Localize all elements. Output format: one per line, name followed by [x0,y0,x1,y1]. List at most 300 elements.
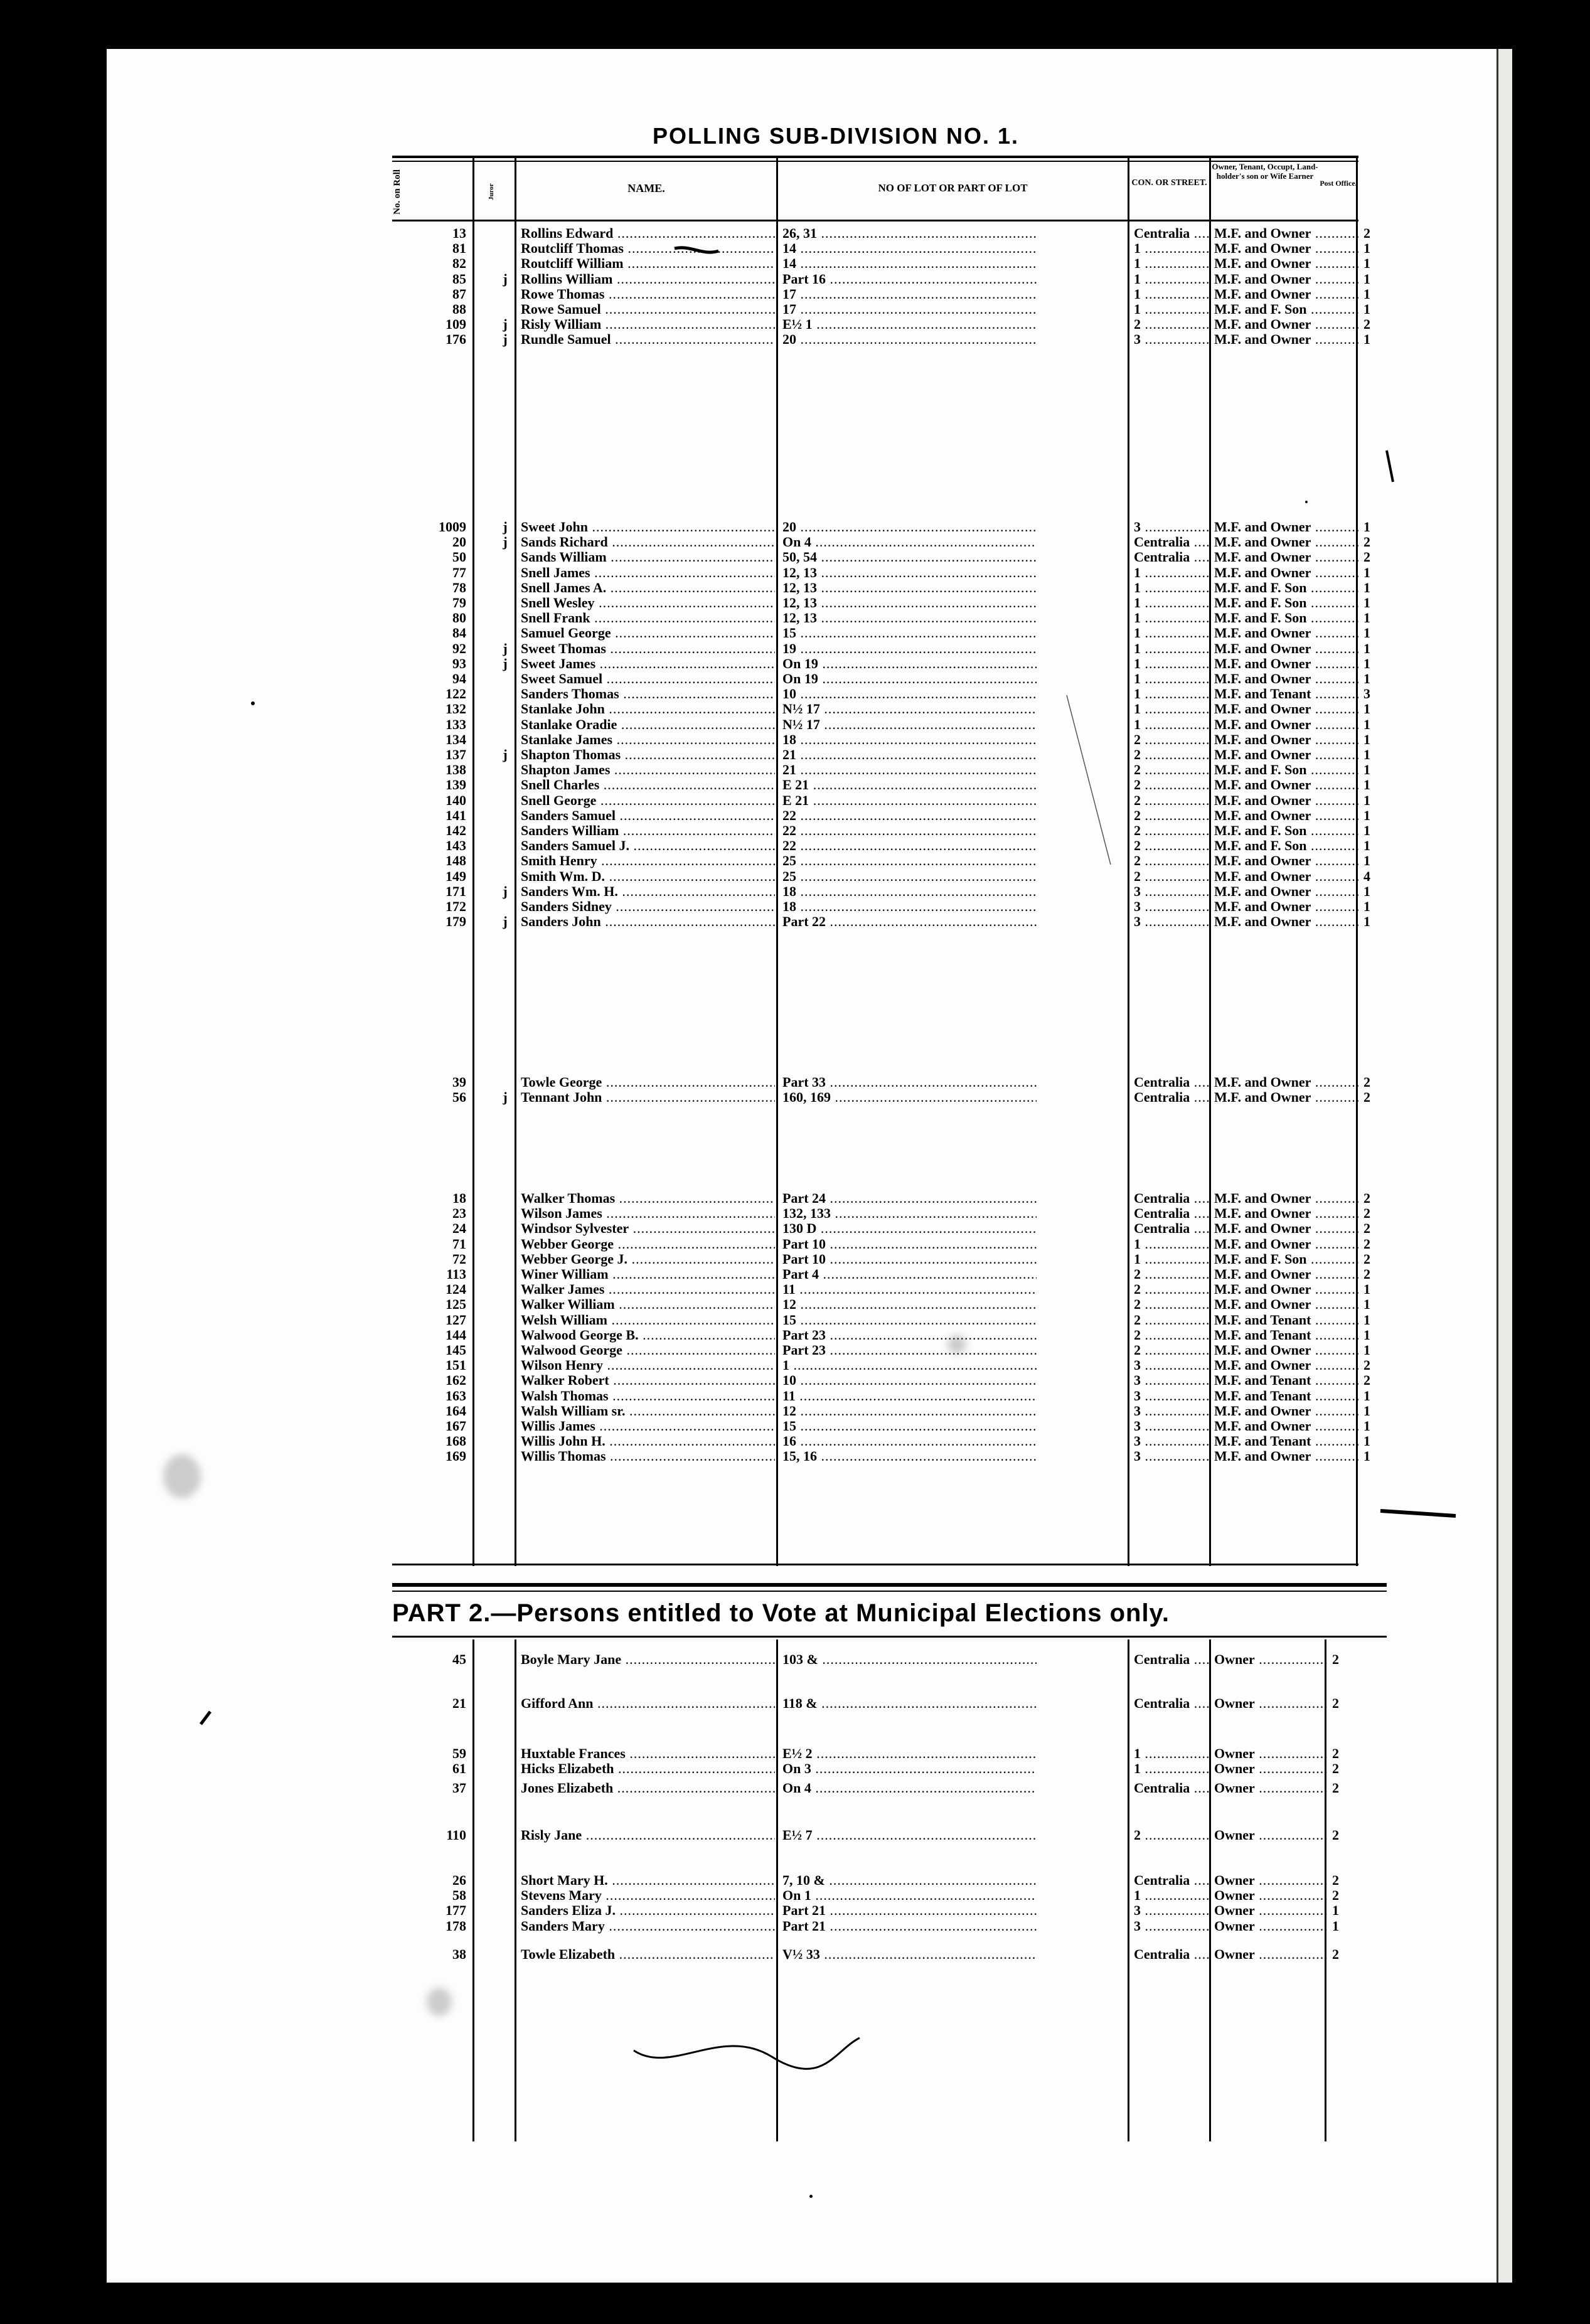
post-office: 1 [1363,898,1370,914]
voter-name: Rowe Thomas ..... [521,287,775,302]
post-office: 1 [1363,792,1370,808]
voter-name: Sweet Thomas ..... [521,641,775,656]
qualification: M.F. and Owner ..... [1214,701,1358,717]
roll-number: 26 [452,1872,466,1888]
concession: 1 ..... [1134,686,1209,701]
concession: 1 ..... [1134,671,1209,686]
post-office: 1 [1332,1917,1339,1934]
lot-number: 25 ..... [782,853,1037,868]
voter-name: Walsh William sr. ..... [521,1404,775,1419]
lot-number: 20 ..... [782,520,1037,535]
voter-name: Walker James ..... [521,1282,775,1297]
qualification: Owner ..... [1214,1652,1327,1667]
concession: 1 ..... [1134,580,1209,595]
crease-line [1067,695,1111,865]
qualification: M.F. and Owner ..... [1214,332,1358,347]
roll-number: 87 [452,285,466,302]
concession: 2 ..... [1134,838,1209,853]
roll-number: 80 [452,610,466,626]
concession: 3 ..... [1134,914,1209,929]
roll-number: 162 [446,1372,466,1389]
concession: 2 ..... [1134,1282,1209,1297]
voter-name: Sanders Wm. H. ..... [521,884,775,899]
voter-name: Webber George ..... [521,1237,775,1252]
roll-number: 179 [446,914,466,930]
roll-number: 125 [446,1296,466,1313]
roll-number: 171 [446,883,466,899]
roll-number: 18 [452,1190,466,1206]
post-office: 1 [1332,1902,1339,1919]
post-office: 1 [1363,716,1370,732]
voter-name: Wilson Henry ..... [521,1358,775,1373]
part2-heading: PART 2.—Persons entitled to Vote at Municipal Elections only. [392,1599,1170,1627]
voter-name: Short Mary H. ..... [521,1873,775,1888]
pen-tick-right [1387,450,1393,482]
voter-name: Risly William ..... [521,317,775,332]
roll-number: 144 [446,1326,466,1343]
lot-number: N½ 17 ..... [782,717,1037,732]
post-office: 1 [1363,1296,1370,1313]
roll-number: 85 [452,270,466,287]
roll-number: 21 [452,1695,466,1711]
post-office: 1 [1363,655,1370,671]
roll-number: 50 [452,549,466,565]
concession: Centralia ..... [1134,535,1209,550]
roll-number: 149 [446,868,466,884]
voter-name: Routcliff William ..... [521,256,775,271]
qualification: M.F. and Owner ..... [1214,241,1358,256]
concession: 2 ..... [1134,777,1209,792]
qualification: M.F. and Owner ..... [1214,1267,1358,1282]
smudge [163,1454,201,1498]
lot-number: N½ 17 ..... [782,701,1037,717]
voter-name: Snell George ..... [521,793,775,808]
post-office: 1 [1363,285,1370,302]
lot-number: 1 ..... [782,1358,1037,1373]
concession: 1 ..... [1134,1761,1209,1776]
qualification: M.F. and Owner ..... [1214,1419,1358,1434]
voter-name: Webber George J. ..... [521,1252,775,1267]
post-office: 2 [1363,1266,1370,1282]
lot-number: 18 ..... [782,732,1037,747]
roll-number: 133 [446,716,466,732]
concession: 2 ..... [1134,1343,1209,1358]
voter-name: Rollins William ..... [521,272,775,287]
concession: 3 ..... [1134,1419,1209,1434]
juror-mark: j [503,914,508,930]
post-office: 1 [1363,1311,1370,1328]
concession: Centralia ..... [1134,1947,1209,1962]
qualification: M.F. and F. Son ..... [1214,823,1358,838]
concession: 1 ..... [1134,241,1209,256]
concession: Centralia ..... [1134,1873,1209,1888]
juror-mark: j [503,270,508,287]
qualification: M.F. and Owner ..... [1214,656,1358,671]
concession: Centralia ..... [1134,1075,1209,1090]
pen-mark-left [201,1712,210,1724]
roll-number: 78 [452,579,466,595]
voter-name: Welsh William ..... [521,1313,775,1328]
concession: 3 ..... [1134,1389,1209,1404]
roll-number: 164 [446,1402,466,1419]
concession: 2 ..... [1134,1828,1209,1843]
roll-number: 88 [452,301,466,317]
lot-number: 17 ..... [782,302,1037,317]
post-office: 4 [1363,868,1370,884]
post-office: 1 [1363,240,1370,257]
lot-number: 50, 54 ..... [782,550,1037,565]
lot-number: On 19 ..... [782,656,1037,671]
lot-number: 103 & ..... [782,1652,1037,1667]
qualification: M.F. and F. Son ..... [1214,610,1358,626]
post-office: 1 [1363,255,1370,272]
qualification: M.F. and Owner ..... [1214,565,1358,580]
concession: 2 ..... [1134,762,1209,777]
concession: 2 ..... [1134,1328,1209,1343]
voter-name: Walsh Thomas ..... [521,1389,775,1404]
lot-number: 132, 133 ..... [782,1206,1037,1221]
qualification: M.F. and F. Son ..... [1214,838,1358,853]
roll-number: 84 [452,625,466,641]
post-office: 2 [1332,1887,1339,1904]
roll-number: 82 [452,255,466,272]
post-office: 2 [1363,1220,1370,1237]
smudge [947,1335,966,1354]
concession: 1 ..... [1134,565,1209,580]
qualification: M.F. and Owner ..... [1214,520,1358,535]
post-office: 2 [1332,1746,1339,1761]
voter-name: Towle George ..... [521,1075,775,1090]
concession: 1 ..... [1134,302,1209,317]
concession: Centralia ..... [1134,1221,1209,1236]
lot-number: 7, 10 & ..... [782,1873,1037,1888]
scanned-voters-list-page [107,49,1512,2283]
post-office: 1 [1363,1433,1370,1449]
juror-mark: j [503,747,508,762]
voter-name: Smith Henry ..... [521,853,775,868]
concession: 2 ..... [1134,747,1209,762]
voter-name: Stanlake James ..... [521,732,775,747]
voter-name: Smith Wm. D. ..... [521,869,775,884]
voter-name: Sanders William ..... [521,823,775,838]
qualification: Owner ..... [1214,1873,1327,1888]
lot-number: 12 ..... [782,1297,1037,1312]
qualification: M.F. and Owner ..... [1214,717,1358,732]
lot-number: Part 24 ..... [782,1191,1037,1206]
voter-name: Willis Thomas ..... [521,1449,775,1464]
voter-name: Sweet Samuel ..... [521,671,775,686]
concession: 1 ..... [1134,656,1209,671]
voter-name: Walker William ..... [521,1297,775,1312]
qualification: M.F. and Owner ..... [1214,747,1358,762]
lot-number: 12, 13 ..... [782,580,1037,595]
lot-number: 11 ..... [782,1389,1037,1404]
roll-number: 177 [446,1902,466,1919]
qualification: M.F. and Tenant ..... [1214,686,1358,701]
qualification: M.F. and Tenant ..... [1214,1373,1358,1388]
voter-name: Snell Charles ..... [521,777,775,792]
post-office: 1 [1363,610,1370,626]
concession: 1 ..... [1134,626,1209,641]
concession: 2 ..... [1134,1313,1209,1328]
juror-mark: j [503,331,508,348]
qualification: M.F. and F. Son ..... [1214,1252,1358,1267]
voter-name: Jones Elizabeth ..... [521,1781,775,1796]
voter-name: Stanlake John ..... [521,701,775,717]
concession: 3 ..... [1134,1404,1209,1419]
lot-number: 18 ..... [782,899,1037,914]
qualification: M.F. and Owner ..... [1214,777,1358,792]
qualification: M.F. and Owner ..... [1214,1343,1358,1358]
pen-stroke [634,2038,860,2069]
qualification: M.F. and Owner ..... [1214,626,1358,641]
post-office: 3 [1363,686,1370,702]
voter-name: Huxtable Frances ..... [521,1746,775,1761]
qualification: Owner ..... [1214,1888,1327,1903]
concession: 1 ..... [1134,1746,1209,1761]
header-name: NAME. [627,182,665,195]
roll-number: 93 [452,655,466,671]
voter-name: Shapton Thomas ..... [521,747,775,762]
header-post-office: Post Office. [1320,179,1357,188]
voter-name: Sanders Samuel ..... [521,808,775,823]
lot-number: 12, 13 ..... [782,565,1037,580]
roll-number: 178 [446,1917,466,1934]
pen-stroke-2 [675,248,718,252]
post-office: 2 [1332,1872,1339,1888]
post-office: 1 [1363,1387,1370,1404]
qualification: M.F. and Owner ..... [1214,550,1358,565]
voter-name: Rundle Samuel ..... [521,332,775,347]
roll-number: 113 [446,1266,466,1282]
lot-number: 20 ..... [782,332,1037,347]
qualification: Owner ..... [1214,1761,1327,1776]
qualification: M.F. and Owner ..... [1214,808,1358,823]
voter-name: Rollins Edward ..... [521,226,775,241]
qualification: M.F. and Owner ..... [1214,671,1358,686]
roll-number: 140 [446,792,466,808]
qualification: M.F. and Owner ..... [1214,793,1358,808]
roll-number: 94 [452,671,466,686]
lot-number: Part 21 ..... [782,1919,1037,1934]
post-office: 1 [1363,747,1370,762]
concession: 2 ..... [1134,808,1209,823]
concession: 3 ..... [1134,884,1209,899]
qualification: M.F. and Tenant ..... [1214,1434,1358,1449]
voter-name: Willis James ..... [521,1419,775,1434]
roll-number: 122 [446,686,466,702]
lot-number: 21 ..... [782,762,1037,777]
post-office: 1 [1363,640,1370,656]
lot-number: 15 ..... [782,1313,1037,1328]
qualification: Owner ..... [1214,1746,1327,1761]
juror-mark: j [503,883,508,899]
lot-number: E½ 7 ..... [782,1828,1037,1843]
roll-number: 13 [452,225,466,241]
concession: Centralia ..... [1134,1781,1209,1796]
roll-number: 139 [446,777,466,793]
qualification: M.F. and F. Son ..... [1214,302,1358,317]
concession: 1 ..... [1134,641,1209,656]
post-office: 2 [1363,1250,1370,1267]
qualification: M.F. and F. Son ..... [1214,595,1358,610]
qualification: M.F. and Owner ..... [1214,641,1358,656]
concession: 2 ..... [1134,869,1209,884]
post-office: 2 [1332,1761,1339,1777]
lot-number: E 21 ..... [782,777,1037,792]
roll-number: 137 [446,747,466,762]
concession: 2 ..... [1134,1267,1209,1282]
qualification: M.F. and Owner ..... [1214,899,1358,914]
voter-name: Sanders John ..... [521,914,775,929]
concession: 1 ..... [1134,1237,1209,1252]
lot-number: 15, 16 ..... [782,1449,1037,1464]
voter-name: Shapton James ..... [521,762,775,777]
lot-number: 10 ..... [782,686,1037,701]
juror-mark: j [503,1089,508,1106]
concession: Centralia ..... [1134,1696,1209,1711]
header-mark: Juror [488,183,495,201]
qualification: M.F. and Owner ..... [1214,287,1358,302]
header-no-roll: No. on Roll [392,169,402,215]
post-office: 1 [1363,625,1370,641]
concession: 1 ..... [1134,272,1209,287]
juror-mark: j [503,519,508,535]
qualification: M.F. and Owner ..... [1214,1075,1358,1090]
post-office: 1 [1363,1281,1370,1298]
lot-number: On 1 ..... [782,1888,1037,1903]
post-office: 2 [1363,316,1370,333]
concession: Centralia ..... [1134,226,1209,241]
speck [1305,501,1308,503]
voter-name: Gifford Ann ..... [521,1696,775,1711]
post-office: 2 [1363,1235,1370,1252]
roll-number: 142 [446,823,466,838]
roll-number: 132 [446,701,466,717]
roll-number: 127 [446,1311,466,1328]
roll-number: 169 [446,1448,466,1464]
voter-name: Sanders Sidney ..... [521,899,775,914]
concession: 1 ..... [1134,610,1209,626]
juror-mark: j [503,534,508,550]
voter-name: Snell James ..... [521,565,775,580]
post-office: 1 [1363,671,1370,686]
speck [809,2195,813,2198]
qualification: M.F. and F. Son ..... [1214,762,1358,777]
concession: Centralia ..... [1134,1090,1209,1105]
lot-number: On 4 ..... [782,535,1037,550]
roll-number: 79 [452,595,466,610]
roll-number: 167 [446,1418,466,1434]
lot-number: 11 ..... [782,1282,1037,1297]
lot-number: Part 23 ..... [782,1343,1037,1358]
concession: 1 ..... [1134,701,1209,717]
roll-number: 24 [452,1220,466,1237]
roll-number: 172 [446,898,466,914]
header-lot: NO OF LOT OR PART OF LOT [878,182,1028,194]
roll-number: 56 [452,1089,466,1106]
qualification: M.F. and Owner ..... [1214,256,1358,271]
roll-number: 176 [446,331,466,348]
scan-artifacts [107,49,1512,2283]
voter-name: Snell Wesley ..... [521,595,775,610]
concession: 3 ..... [1134,1919,1209,1934]
lot-number: E½ 1 ..... [782,317,1037,332]
lot-number: Part 33 ..... [782,1075,1037,1090]
roll-number: 92 [452,640,466,656]
qualification: Owner ..... [1214,1828,1327,1843]
concession: 1 ..... [1134,287,1209,302]
voter-name: Winer William ..... [521,1267,775,1282]
lot-number: 118 & ..... [782,1696,1037,1711]
lot-number: Part 16 ..... [782,272,1037,287]
qualification: Owner ..... [1214,1781,1327,1796]
concession: 3 ..... [1134,899,1209,914]
voter-name: Snell James A. ..... [521,580,775,595]
qualification: M.F. and Owner ..... [1214,884,1358,899]
lot-number: 19 ..... [782,641,1037,656]
post-office: 1 [1363,762,1370,778]
qualification: M.F. and Owner ..... [1214,1297,1358,1312]
roll-number: 148 [446,853,466,869]
lot-number: 22 ..... [782,838,1037,853]
voter-name: Sweet John ..... [521,520,775,535]
post-office: 2 [1332,1651,1339,1667]
concession: 3 ..... [1134,1358,1209,1373]
qualification: M.F. and Owner ..... [1214,1237,1358,1252]
voter-name: Sanders Samuel J. ..... [521,838,775,853]
lot-number: 17 ..... [782,287,1037,302]
roll-number: 168 [446,1433,466,1449]
lot-number: 12, 13 ..... [782,595,1037,610]
qualification: M.F. and Owner ..... [1214,1358,1358,1373]
post-office: 2 [1363,534,1370,550]
voter-name: Walwood George ..... [521,1343,775,1358]
post-office: 1 [1363,519,1370,535]
qualification: Owner ..... [1214,1903,1327,1918]
concession: 3 ..... [1134,1434,1209,1449]
roll-number: 110 [446,1827,466,1843]
roll-number: 23 [452,1205,466,1222]
qualification: Owner ..... [1214,1696,1327,1711]
voter-name: Tennant John ..... [521,1090,775,1105]
voter-name: Walwood George B. ..... [521,1328,775,1343]
post-office: 1 [1363,807,1370,823]
voter-name: Hicks Elizabeth ..... [521,1761,775,1776]
qualification: Owner ..... [1214,1919,1327,1934]
post-office: 1 [1363,595,1370,610]
lot-number: Part 22 ..... [782,914,1037,929]
lot-number: V½ 33 ..... [782,1947,1037,1962]
qualification: M.F. and Owner ..... [1214,869,1358,884]
voter-name: Rowe Samuel ..... [521,302,775,317]
concession: 2 ..... [1134,793,1209,808]
roll-number: 45 [452,1651,466,1667]
post-office: 2 [1363,1190,1370,1206]
voter-name: Samuel George ..... [521,626,775,641]
voter-name: Windsor Sylvester ..... [521,1221,775,1236]
roll-number: 141 [446,807,466,823]
post-office: 2 [1363,1205,1370,1222]
post-office: 2 [1332,1780,1339,1796]
lot-number: 22 ..... [782,823,1037,838]
lot-number: Part 21 ..... [782,1903,1037,1918]
concession: 3 ..... [1134,1373,1209,1388]
concession: 2 ..... [1134,732,1209,747]
post-office: 1 [1363,1448,1370,1464]
lot-number: Part 10 ..... [782,1252,1037,1267]
post-office: 1 [1363,823,1370,838]
